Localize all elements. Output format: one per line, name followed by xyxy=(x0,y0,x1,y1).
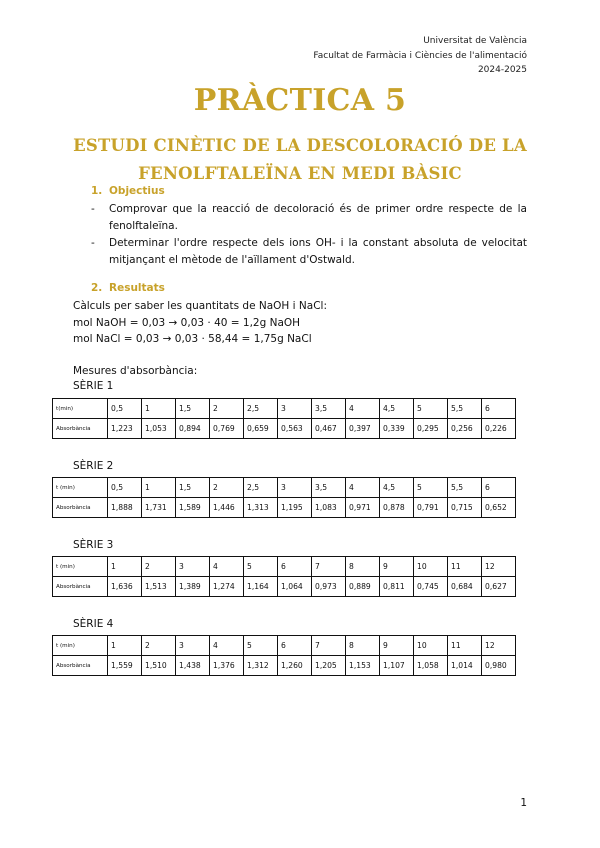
time-cell: 2 xyxy=(210,478,244,498)
table-row xyxy=(53,399,516,419)
objectives-list xyxy=(91,201,527,269)
time-cell: 8 xyxy=(346,636,380,656)
time-cell: 4,5 xyxy=(380,478,414,498)
absorbance-cell: 0,980 xyxy=(482,656,516,676)
absorbance-header-cell: Absorbància xyxy=(53,577,108,597)
time-header-cell: t (min) xyxy=(53,636,108,656)
time-cell: 4,5 xyxy=(380,399,414,419)
time-cell: 9 xyxy=(380,636,414,656)
time-cell: 2 xyxy=(142,636,176,656)
time-cell: 0,5 xyxy=(108,399,142,419)
time-header-cell: t (min) xyxy=(53,478,108,498)
results-number: 2. xyxy=(91,282,103,294)
time-cell: 3 xyxy=(176,636,210,656)
header-faculty: Facultat de Farmàcia i Ciències de l'alimentació xyxy=(313,50,527,61)
time-header-cell: t (min) xyxy=(53,557,108,577)
time-cell: 2,5 xyxy=(244,478,278,498)
time-cell: 12 xyxy=(482,636,516,656)
table-row xyxy=(53,656,516,676)
time-cell: 3,5 xyxy=(312,478,346,498)
time-cell: 10 xyxy=(414,636,448,656)
absorbance-cell: 0,684 xyxy=(448,577,482,597)
serie-3-label: SÈRIE 3 xyxy=(73,539,114,551)
time-cell: 1 xyxy=(108,636,142,656)
header-university: Universitat de València xyxy=(423,36,527,46)
header-year: 2024-2025 xyxy=(477,65,527,76)
time-cell: 3 xyxy=(278,399,312,419)
objectives-heading xyxy=(91,185,165,197)
absorbance-cell: 1,274 xyxy=(210,577,244,597)
absorbance-cell: 0,769 xyxy=(210,419,244,439)
time-cell: 9 xyxy=(380,557,414,577)
calc-nacl: mol NaCl = 0,03 → 0,03 · 58,44 = 1,75g NaCl xyxy=(73,333,312,345)
serie-3-table xyxy=(52,556,516,597)
absorbance-cell: 1,083 xyxy=(312,498,346,518)
time-cell: 4 xyxy=(346,478,380,498)
time-cell: 5,5 xyxy=(448,399,482,419)
list-item xyxy=(91,201,527,234)
time-cell: 5 xyxy=(414,399,448,419)
time-cell: 2,5 xyxy=(244,399,278,419)
time-cell: 3 xyxy=(278,478,312,498)
absorbance-cell: 0,295 xyxy=(414,419,448,439)
absorbance-cell: 1,014 xyxy=(448,656,482,676)
absorbance-cell: 1,058 xyxy=(414,656,448,676)
time-cell: 5 xyxy=(244,636,278,656)
absorbance-cell: 0,973 xyxy=(312,577,346,597)
time-cell: 4 xyxy=(210,636,244,656)
time-cell: 1 xyxy=(142,478,176,498)
absorbance-cell: 1,064 xyxy=(278,577,312,597)
table-row xyxy=(53,498,516,518)
time-cell: 1,5 xyxy=(176,399,210,419)
time-cell: 3 xyxy=(176,557,210,577)
absorbance-cell: 1,589 xyxy=(176,498,210,518)
serie-4-label: SÈRIE 4 xyxy=(73,618,114,630)
document-header xyxy=(313,34,527,78)
absorbance-header-cell: Absorbància xyxy=(53,498,108,518)
table-row xyxy=(53,557,516,577)
time-cell: 1 xyxy=(108,557,142,577)
table-row xyxy=(53,577,516,597)
serie-2-table xyxy=(52,477,516,518)
absorbance-cell: 1,731 xyxy=(142,498,176,518)
time-cell: 4 xyxy=(210,557,244,577)
time-cell: 11 xyxy=(448,636,482,656)
time-cell: 10 xyxy=(414,557,448,577)
calculations-block xyxy=(73,298,327,348)
list-item xyxy=(91,235,527,268)
objectives-number: 1. xyxy=(91,185,103,197)
page-title: PRÀCTICA 5 xyxy=(193,83,407,118)
objective-text: Determinar l'ordre respecte dels ions OH- i la constant absoluta de velocitat mitjançant el mètode de l'aïllament d'Ostwald. xyxy=(109,237,527,266)
table-row xyxy=(53,419,516,439)
time-cell: 4 xyxy=(346,399,380,419)
time-cell: 6 xyxy=(482,478,516,498)
absorbance-cell: 0,256 xyxy=(448,419,482,439)
dash-bullet: - xyxy=(91,237,95,249)
absorbance-cell: 1,510 xyxy=(142,656,176,676)
absorbance-cell: 1,164 xyxy=(244,577,278,597)
time-cell: 6 xyxy=(278,557,312,577)
results-title: Resultats xyxy=(109,282,165,294)
objectives-title: Objectius xyxy=(109,185,165,197)
time-cell: 2 xyxy=(142,557,176,577)
calc-intro: Càlculs per saber les quantitats de NaOH i NaCl: xyxy=(73,300,327,312)
time-cell: 8 xyxy=(346,557,380,577)
absorbance-cell: 0,889 xyxy=(346,577,380,597)
time-cell: 5,5 xyxy=(448,478,482,498)
absorbance-cell: 1,376 xyxy=(210,656,244,676)
page-subtitle: ESTUDI CINÈTIC DE LA DESCOLORACIÓ DE LA FENOLFTALEÏNA EN MEDI BÀSIC xyxy=(73,136,527,183)
absorbance-cell: 0,467 xyxy=(312,419,346,439)
serie-2-label: SÈRIE 2 xyxy=(73,460,114,472)
time-cell: 0,5 xyxy=(108,478,142,498)
absorbance-cell: 0,878 xyxy=(380,498,414,518)
results-heading xyxy=(91,282,165,294)
absorbance-cell: 0,971 xyxy=(346,498,380,518)
serie-4-table xyxy=(52,635,516,676)
page-number: 1 xyxy=(520,797,527,809)
time-header-cell: t(min) xyxy=(53,399,108,419)
time-cell: 3,5 xyxy=(312,399,346,419)
absorbance-cell: 1,513 xyxy=(142,577,176,597)
time-cell: 1 xyxy=(142,399,176,419)
absorbance-cell: 1,053 xyxy=(142,419,176,439)
absorbance-cell: 0,659 xyxy=(244,419,278,439)
absorbance-cell: 1,559 xyxy=(108,656,142,676)
time-cell: 6 xyxy=(482,399,516,419)
absorbance-cell: 1,153 xyxy=(346,656,380,676)
calc-naoh: mol NaOH = 0,03 → 0,03 · 40 = 1,2g NaOH xyxy=(73,316,301,329)
time-cell: 1,5 xyxy=(176,478,210,498)
serie-1-table xyxy=(52,398,516,439)
absorbance-cell: 1,389 xyxy=(176,577,210,597)
absorbance-cell: 1,205 xyxy=(312,656,346,676)
time-cell: 2 xyxy=(210,399,244,419)
absorbance-cell: 1,260 xyxy=(278,656,312,676)
absorbance-cell: 0,791 xyxy=(414,498,448,518)
absorbance-cell: 1,888 xyxy=(108,498,142,518)
absorbance-cell: 1,107 xyxy=(380,656,414,676)
objective-text: Comprovar que la reacció de decoloració és de primer ordre respecte de la fenolftaleïna. xyxy=(109,203,527,232)
absorbance-cell: 1,313 xyxy=(244,498,278,518)
time-cell: 6 xyxy=(278,636,312,656)
absorbance-cell: 1,312 xyxy=(244,656,278,676)
absorbance-cell: 0,745 xyxy=(414,577,448,597)
absorbance-cell: 0,226 xyxy=(482,419,516,439)
absorbance-header-cell: Absorbància xyxy=(53,419,108,439)
time-cell: 12 xyxy=(482,557,516,577)
absorbance-cell: 1,446 xyxy=(210,498,244,518)
absorbance-cell: 0,563 xyxy=(278,419,312,439)
absorbance-cell: 0,339 xyxy=(380,419,414,439)
time-cell: 11 xyxy=(448,557,482,577)
table-row xyxy=(53,478,516,498)
absorbance-cell: 1,636 xyxy=(108,577,142,597)
time-cell: 5 xyxy=(414,478,448,498)
time-cell: 5 xyxy=(244,557,278,577)
absorbance-cell: 0,894 xyxy=(176,419,210,439)
absorbance-cell: 1,223 xyxy=(108,419,142,439)
absorbance-cell: 1,195 xyxy=(278,498,312,518)
measures-intro: Mesures d'absorbància: xyxy=(73,365,198,377)
absorbance-cell: 1,438 xyxy=(176,656,210,676)
absorbance-cell: 0,652 xyxy=(482,498,516,518)
time-cell: 7 xyxy=(312,636,346,656)
absorbance-cell: 0,397 xyxy=(346,419,380,439)
absorbance-cell: 0,627 xyxy=(482,577,516,597)
time-cell: 7 xyxy=(312,557,346,577)
serie-1-label: SÈRIE 1 xyxy=(73,380,114,392)
absorbance-header-cell: Absorbància xyxy=(53,656,108,676)
absorbance-cell: 0,811 xyxy=(380,577,414,597)
dash-bullet: - xyxy=(91,203,95,215)
table-row xyxy=(53,636,516,656)
absorbance-cell: 0,715 xyxy=(448,498,482,518)
